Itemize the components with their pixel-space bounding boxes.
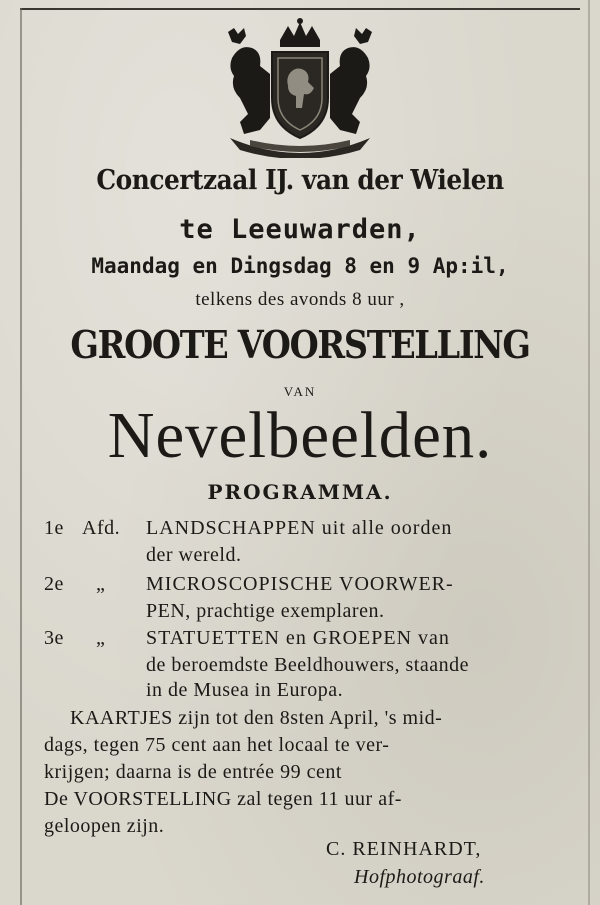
van-line: VAN <box>283 384 317 399</box>
programme-item-2-line1: MICROSCOPISCHE VOORWER- <box>146 573 454 595</box>
end-line-1: De VOORSTELLING zal tegen 11 uur af- <box>44 788 402 810</box>
city-line: te Leeuwarden, <box>179 214 421 245</box>
signature-title: Hofphotograaf. <box>354 866 485 888</box>
royal-coat-of-arms-icon <box>210 18 390 158</box>
programme-marker-3: „ <box>96 627 106 649</box>
programme-item-1-line2: der wereld. <box>146 544 242 566</box>
programme-item-3-line2: de beroemdste Beeldhouwers, staande <box>146 654 469 676</box>
tickets-line-3: krijgen; daarna is de entrée 99 cent <box>44 761 342 783</box>
programme-item-3-line3: in de Musea in Europa. <box>146 679 344 701</box>
programme-item-2-line2: PEN, prachtige exemplaren. <box>146 600 385 622</box>
programme-item-1-line1: LANDSCHAPPEN uit alle oorden <box>146 517 453 539</box>
programme-item-3-line1: STATUETTEN en GROEPEN van <box>146 627 450 649</box>
subject-title: Nevelbeelden. <box>107 399 493 472</box>
end-line-2: geloopen zijn. <box>44 815 165 837</box>
time-line: telkens des avonds 8 uur , <box>195 289 405 310</box>
programme-number-3: 3e <box>44 627 64 649</box>
dates-line: Maandag en Dingsdag 8 en 9 Ap:il, <box>91 254 509 278</box>
signature-name: C. REINHARDT, <box>326 838 482 860</box>
programme-marker-1: Afd. <box>82 517 121 539</box>
programme-number-2: 2e <box>44 573 64 595</box>
headline: GROOTE VOORSTELLING <box>70 322 530 367</box>
programme-marker-2: „ <box>96 573 106 595</box>
programme-number-1: 1e <box>44 517 64 539</box>
tickets-line-2: dags, tegen 75 cent aan het locaal te ver- <box>44 734 390 756</box>
top-rule <box>20 8 580 10</box>
venue-title: Concertzaal IJ. van der Wielen <box>96 165 504 196</box>
programme-title: PROGRAMMA. <box>207 480 393 504</box>
tickets-line-1: KAARTJES zijn tot den 8sten April, 's mid- <box>70 707 443 729</box>
